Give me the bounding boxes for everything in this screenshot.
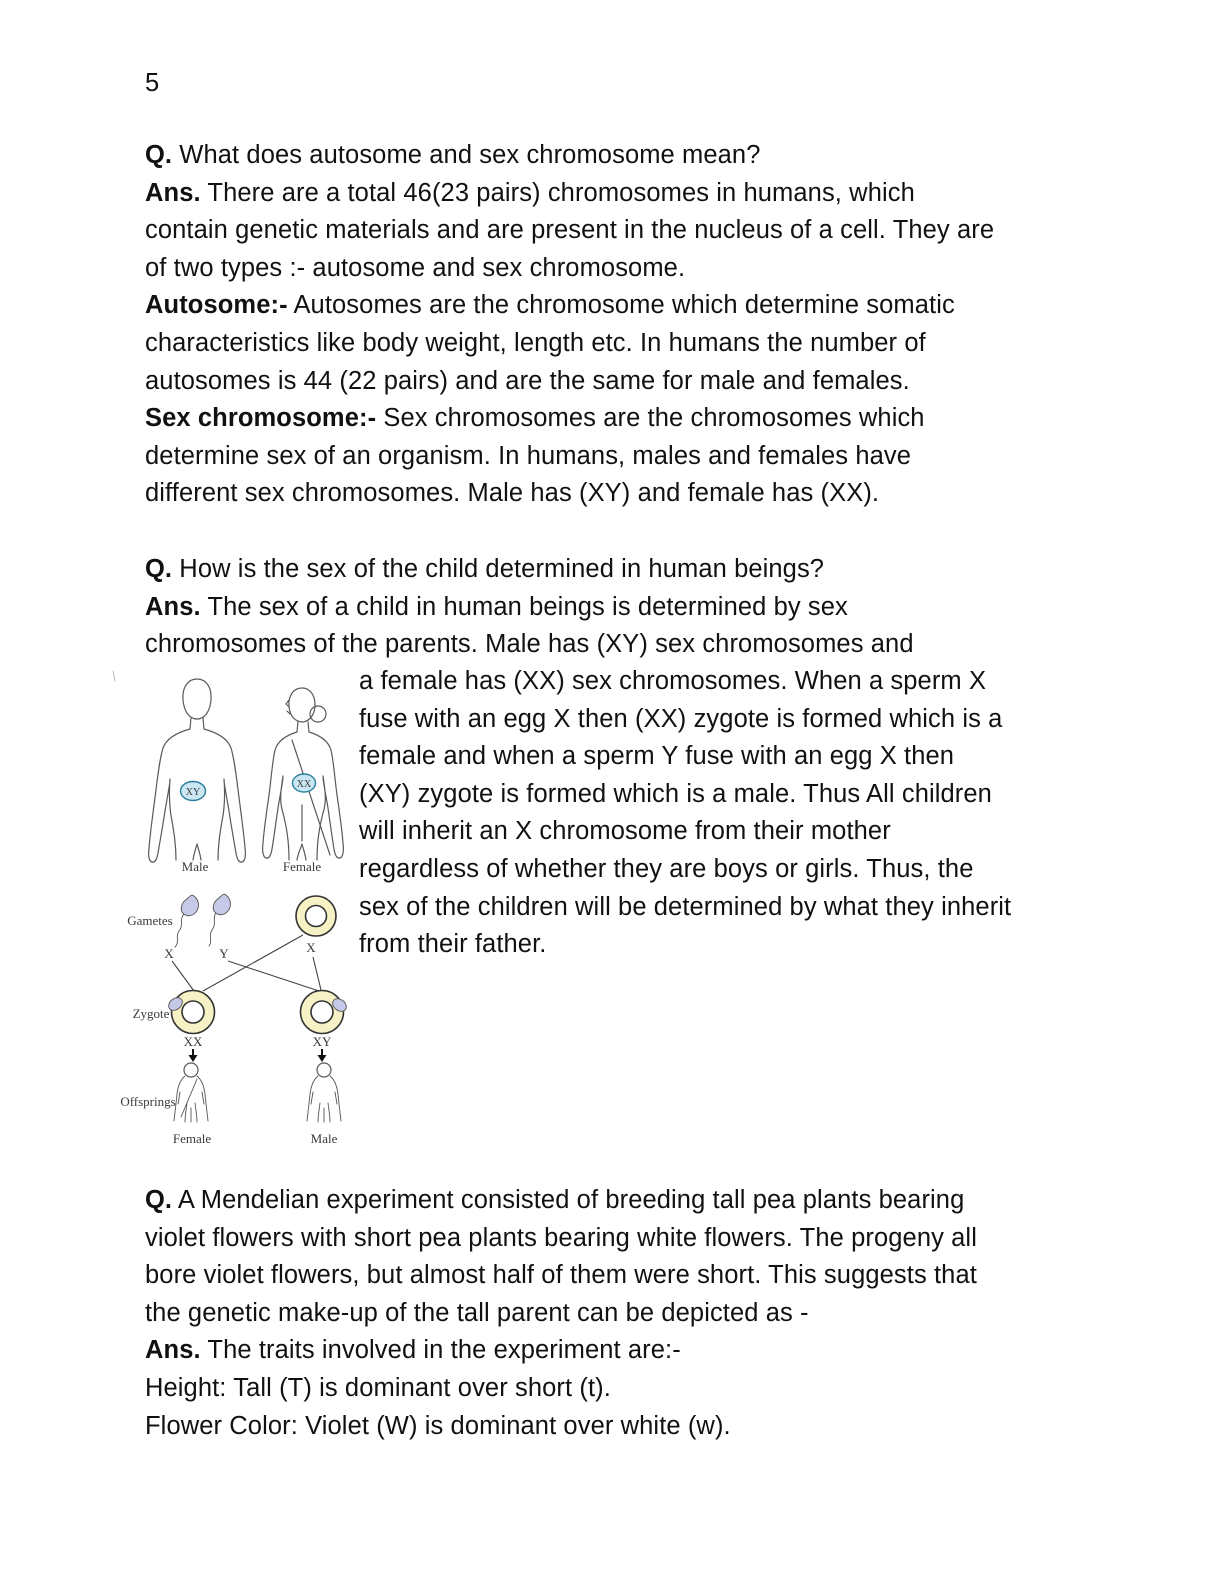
text-line: Sex chromosome:- Sex chromosomes are the chromosomes which [145, 404, 925, 433]
female-hair-bun [310, 706, 326, 722]
text-line: from their father. [359, 930, 547, 959]
qa-block-mendelian-experiment [145, 1182, 977, 1445]
line-egg-to-zygote-xy [313, 957, 321, 990]
line-egg-to-zygote-xx [203, 935, 303, 991]
text-line: the genetic make-up of the tall parent can be depicted as - [145, 1298, 809, 1327]
zygote-xx-label: XX [183, 1034, 203, 1049]
offspring-female-head [184, 1063, 198, 1077]
female-genotype-label: XX [296, 779, 312, 790]
gametes-row [127, 894, 336, 961]
qa-block-sex-determination-intro [145, 551, 914, 664]
text-line: will inherit an X chromosome from their mother [359, 817, 891, 846]
text-line: characteristics like body weight, length etc. In humans the number of [145, 328, 926, 357]
text-line: bore violet flowers, but almost half of them were short. This suggests that [145, 1261, 977, 1290]
text-line: determine sex of an organism. In humans, males and females have [145, 441, 912, 470]
offspring-female-label: Female [172, 1131, 212, 1146]
text-line: of two types :- autosome and sex chromosome. [145, 253, 686, 282]
egg-inner-circle [306, 906, 327, 927]
offsprings-row [120, 1063, 341, 1146]
text-line: Ans. The traits involved in the experiment are:- [145, 1336, 681, 1365]
page-number: 5 [145, 69, 160, 97]
text-line: fuse with an egg X then (XX) zygote is formed which is a [359, 704, 1003, 733]
parent-male-label: Male [181, 859, 209, 874]
zygote-xy-label: XY [312, 1034, 332, 1049]
sperm-x-label: X [164, 946, 174, 961]
parent-male-figure [149, 679, 246, 874]
offspring-female-body [174, 1076, 208, 1122]
offspring-female-figure [173, 1063, 211, 1146]
male-head-outline [183, 679, 211, 719]
offspring-male-label: Male [310, 1131, 338, 1146]
zygote-label: Zygote [132, 1006, 170, 1021]
offspring-male-head [317, 1063, 331, 1077]
text-line: violet flowers with short pea plants bearing white flowers. The progeny all [145, 1223, 977, 1252]
text-line: contain genetic materials and are present in the nucleus of a cell. They are [145, 216, 995, 245]
text-line: autosomes is 44 (22 pairs) and are the same for male and females. [145, 366, 910, 395]
text-line: sex of the children will be determined by what they inherit [359, 892, 1012, 921]
text-line: Q. How is the sex of the child determined in human beings? [145, 555, 825, 583]
arrow-xx-head [189, 1055, 198, 1062]
text-line: Height: Tall (T) is dominant over short (t). [145, 1373, 611, 1402]
qa-block-sex-determination-wrapped [359, 663, 1011, 964]
egg-cell [296, 896, 336, 955]
text-line: a female has (XX) sex chromosomes. When a sperm X [359, 667, 987, 695]
zygote-xx [166, 991, 214, 1063]
male-genotype-label: XY [185, 787, 201, 798]
parent-female-figure [263, 688, 344, 874]
text-line: chromosomes of the parents. Male has (XY) sex chromosomes and [145, 630, 914, 659]
text-line: Q. What does autosome and sex chromosome mean? [145, 141, 761, 169]
text-line: Autosome:- Autosomes are the chromosome which determine somatic [145, 291, 955, 320]
zygote-row [133, 991, 349, 1063]
sperm-y-label: Y [219, 946, 229, 961]
zygote-xy [301, 991, 349, 1063]
parent-female-label: Female [282, 859, 322, 874]
qa-block-autosome-sex-chromosome [145, 137, 994, 513]
text-line: (XY) zygote is formed which is a male. Thus All children [359, 779, 992, 808]
sperm-x-tail [175, 914, 184, 947]
offsprings-label: Offsprings [120, 1094, 176, 1109]
offspring-male-figure [307, 1063, 341, 1146]
text-line: Ans. The sex of a child in human beings is determined by sex [145, 592, 848, 621]
text-line: different sex chromosomes. Male has (XY) and female has (XX). [145, 479, 880, 508]
sperm-x [164, 895, 198, 961]
text-line: female and when a sperm Y fuse with an egg X then [359, 742, 955, 771]
sperm-x-head [181, 895, 198, 916]
text-line: Q. A Mendelian experiment consisted of breeding tall pea plants bearing [145, 1186, 965, 1214]
fertilization-cross-lines [172, 935, 321, 991]
sex-determination-diagram [105, 655, 375, 1155]
sperm-y-head [213, 894, 230, 915]
text-line: Ans. There are a total 46(23 pairs) chromosomes in humans, which [145, 178, 915, 207]
text-line: regardless of whether they are boys or girls. Thus, the [359, 854, 974, 883]
egg-label: X [306, 940, 316, 955]
line-spermy-to-zygote-xy [228, 961, 319, 991]
stray-mark [113, 671, 115, 681]
sperm-y-tail [209, 913, 216, 946]
arrow-xy-head [318, 1055, 327, 1062]
zygote-xx-inner-circle [182, 1001, 204, 1023]
text-line: Flower Color: Violet (W) is dominant over white (w). [145, 1411, 731, 1440]
sperm-y [209, 894, 230, 961]
gametes-label: Gametes [127, 913, 173, 928]
zygote-xy-inner-circle [311, 1001, 333, 1023]
female-sash-line [292, 740, 330, 855]
line-spermx-to-zygote-xx [172, 961, 194, 991]
offspring-male-body [307, 1076, 341, 1122]
